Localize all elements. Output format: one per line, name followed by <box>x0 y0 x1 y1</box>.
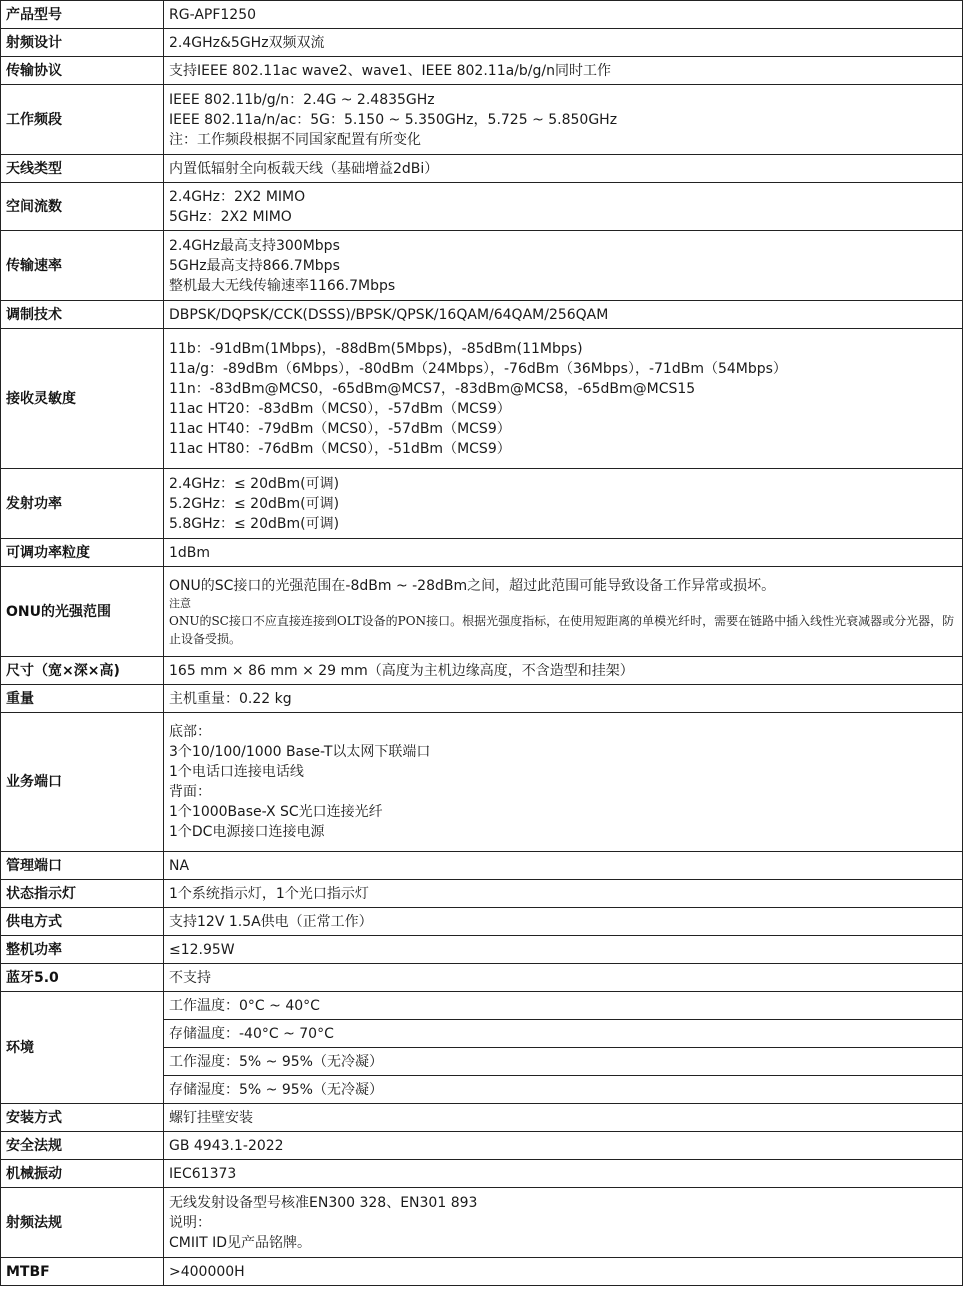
table-row <box>1 1160 963 1188</box>
value-line: 背面： <box>169 784 211 800</box>
row-label: 传输协议 <box>1 57 164 85</box>
value-line: 2.4GHz：2X2 MIMO <box>169 188 306 205</box>
value-line: 无线发射设备型号核准EN300 328、EN301 893 <box>169 1194 478 1211</box>
table-row <box>1 657 963 685</box>
row-label: 机械振动 <box>1 1160 164 1188</box>
value-line: 11a/g：-89dBm（6Mbps），-80dBm（24Mbps），-76dBm（36Mbps），-71dBm（54Mbps） <box>169 360 787 377</box>
row-value <box>164 85 963 155</box>
row-value <box>164 329 963 469</box>
row-label: 安装方式 <box>1 1104 164 1132</box>
row-label: 环境 <box>1 992 164 1104</box>
row-value: 1dBm <box>164 539 963 567</box>
value-line: 底部： <box>169 724 211 740</box>
row-value: >400000H <box>164 1258 963 1286</box>
value-line: 11ac HT40：-79dBm（MCS0），-57dBm（MCS9） <box>169 420 511 437</box>
table-row <box>1 57 963 85</box>
value-line: IEEE 802.11a/n/ac：5G：5.150 ~ 5.350GHz，5.725 ~ 5.850GHz <box>169 111 618 128</box>
table-row <box>1 469 963 539</box>
row-value: 主机重量：0.22 kg <box>164 685 963 713</box>
row-value: 内置低辐射全向板载天线（基础增益2dBi） <box>164 155 963 183</box>
row-label: 供电方式 <box>1 908 164 936</box>
value-line: 1个DC电源接口连接电源 <box>169 824 325 840</box>
row-value <box>164 231 963 301</box>
table-row <box>1 85 963 155</box>
table-row <box>1 713 963 852</box>
row-label: 重量 <box>1 685 164 713</box>
row-label: 产品型号 <box>1 1 164 29</box>
value-line: 说明： <box>169 1214 211 1231</box>
table-row <box>1 1258 963 1286</box>
row-value: 不支持 <box>164 964 963 992</box>
row-label: 蓝牙5.0 <box>1 964 164 992</box>
row-value: 存储湿度：5% ~ 95%（无冷凝） <box>164 1076 963 1104</box>
note-title: 注意 <box>169 596 191 610</box>
table-row <box>1 155 963 183</box>
row-value: 1个系统指示灯，1个光口指示灯 <box>164 880 963 908</box>
row-label: MTBF <box>1 1258 164 1286</box>
row-label: 天线类型 <box>1 155 164 183</box>
value-line: 5GHz：2X2 MIMO <box>169 208 292 225</box>
row-value: 支持12V 1.5A供电（正常工作） <box>164 908 963 936</box>
value-line: 11n：-83dBm@MCS0，-65dBm@MCS7，-83dBm@MCS8，-65dBm@MCS15 <box>169 380 696 397</box>
value-line: 3个10/100/1000 Base-T以太网下联端口 <box>169 744 431 760</box>
row-value <box>164 713 963 852</box>
table-row <box>1 880 963 908</box>
table-row <box>1 936 963 964</box>
note-text: ONU的SC接口不应直接连接到OLT设备的PON接口。根据光强度指标，在使用短距离的单模光纤时，需要在链路中插入线性光衰减器或分光器，防止设备受损。 <box>169 613 955 646</box>
value-line: 1个1000Base-X SC光口连接光纤 <box>169 804 383 820</box>
value-line: CMIIT ID见产品铭牌。 <box>169 1234 312 1251</box>
row-value: 2.4GHz&5GHz双频双流 <box>164 29 963 57</box>
table-row <box>1 1132 963 1160</box>
row-label: 工作频段 <box>1 85 164 155</box>
row-label: 传输速率 <box>1 231 164 301</box>
table-row <box>1 852 963 880</box>
table-row <box>1 1188 963 1258</box>
table-row <box>1 1104 963 1132</box>
row-value: 165 mm × 86 mm × 29 mm（高度为主机边缘高度，不含造型和挂架） <box>164 657 963 685</box>
value-line: 2.4GHz最高支持300Mbps <box>169 237 340 254</box>
row-label: 管理端口 <box>1 852 164 880</box>
row-label: 安全法规 <box>1 1132 164 1160</box>
row-value: RG-APF1250 <box>164 1 963 29</box>
row-value: DBPSK/DQPSK/CCK(DSSS)/BPSK/QPSK/16QAM/64QAM/256QAM <box>164 301 963 329</box>
table-row <box>1 964 963 992</box>
row-value <box>164 567 963 657</box>
table-row <box>1 992 963 1020</box>
row-label: 整机功率 <box>1 936 164 964</box>
row-value: 支持IEEE 802.11ac wave2、wave1、IEEE 802.11a/b/g/n同时工作 <box>164 57 963 85</box>
row-label: 调制技术 <box>1 301 164 329</box>
table-row <box>1 329 963 469</box>
row-value: 螺钉挂壁安装 <box>164 1104 963 1132</box>
row-value: NA <box>164 852 963 880</box>
value-line: 注：工作频段根据不同国家配置有所变化 <box>169 131 421 148</box>
row-value <box>164 469 963 539</box>
row-label: 业务端口 <box>1 713 164 852</box>
table-row <box>1 29 963 57</box>
table-row <box>1 231 963 301</box>
row-value: IEC61373 <box>164 1160 963 1188</box>
table-row <box>1 908 963 936</box>
row-value: 工作温度：0°C ~ 40°C <box>164 992 963 1020</box>
value-line: 1个电话口连接电话线 <box>169 764 304 780</box>
value-line: 5.2GHz：≤ 20dBm(可调) <box>169 495 340 512</box>
row-label: 可调功率粒度 <box>1 539 164 567</box>
row-value: GB 4943.1-2022 <box>164 1132 963 1160</box>
row-value <box>164 183 963 231</box>
row-label: 射频设计 <box>1 29 164 57</box>
row-value: ≤12.95W <box>164 936 963 964</box>
value-line: 11ac HT20：-83dBm（MCS0），-57dBm（MCS9） <box>169 400 511 417</box>
value-line: 11ac HT80：-76dBm（MCS0），-51dBm（MCS9） <box>169 440 511 457</box>
table-row <box>1 301 963 329</box>
row-label: ONU的光强范围 <box>1 567 164 657</box>
table-row <box>1 183 963 231</box>
value-line: 整机最大无线传输速率1166.7Mbps <box>169 277 396 294</box>
row-label: 状态指示灯 <box>1 880 164 908</box>
table-row <box>1 1 963 29</box>
value-line: 11b：-91dBm(1Mbps)，-88dBm(5Mbps)，-85dBm(11Mbps) <box>169 340 583 357</box>
row-value: 存储温度：-40°C ~ 70°C <box>164 1020 963 1048</box>
value-line: 5GHz最高支持866.7Mbps <box>169 257 340 274</box>
value-line: 5.8GHz：≤ 20dBm(可调) <box>169 515 340 532</box>
row-label: 尺寸（宽×深×高) <box>1 657 164 685</box>
row-label: 发射功率 <box>1 469 164 539</box>
row-value: 工作湿度：5% ~ 95%（无冷凝） <box>164 1048 963 1076</box>
table-row <box>1 567 963 657</box>
row-value <box>164 1188 963 1258</box>
value-line: IEEE 802.11b/g/n：2.4G ~ 2.4835GHz <box>169 91 435 108</box>
table-row <box>1 685 963 713</box>
value-line: ONU的SC接口的光强范围在-8dBm ~ -28dBm之间，超过此范围可能导致设备工作异常或损坏。 <box>169 577 776 594</box>
value-line: 2.4GHz：≤ 20dBm(可调) <box>169 475 340 492</box>
row-label: 接收灵敏度 <box>1 329 164 469</box>
table-row <box>1 539 963 567</box>
row-label: 射频法规 <box>1 1188 164 1258</box>
row-label: 空间流数 <box>1 183 164 231</box>
